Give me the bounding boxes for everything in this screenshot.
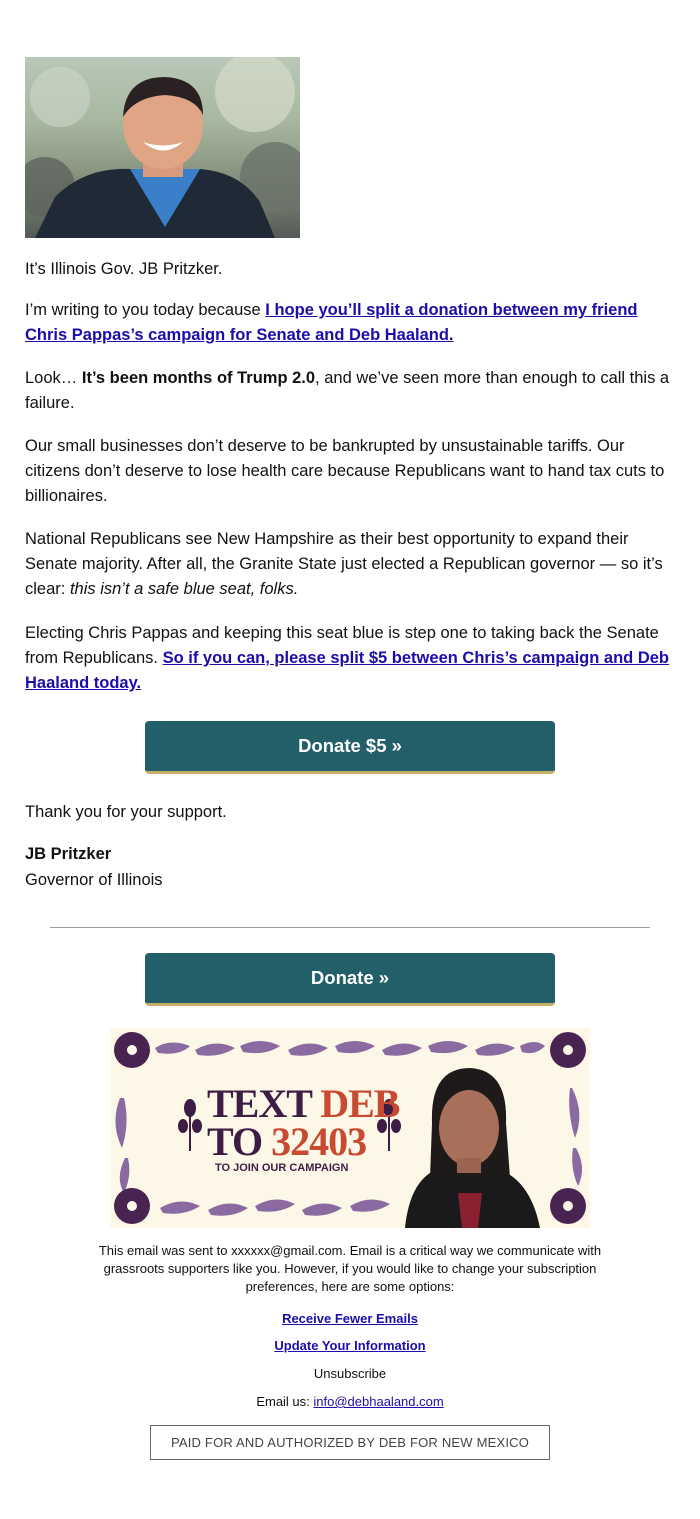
- paragraph-4: Our small businesses don’t deserve to be bankrupted by unsustainable tariffs. Our citizens don’t deserve to lose health care because Republicans want to hand tax cuts to billionaires.: [25, 437, 665, 505]
- footer-update-info: [0, 1338, 700, 1353]
- footer-notice: This email was sent to xxxxxx@gmail.com. Email is a critical way we communicate with grassroots supporters like you. However, if you would like to change your subscription preferences, here are some options:: [98, 1243, 602, 1294]
- paragraph-5-italic: this isn’t a safe blue seat, folks.: [69, 580, 299, 598]
- donate-button[interactable]: Donate »: [145, 953, 555, 1006]
- paragraph-5-text: National Republicans see New Hampshire as their best opportunity to expand their Senate majority. After all, the Granite State just elected a Republican governor — so it’s clear:: [25, 530, 663, 598]
- paid-for-disclaimer: PAID FOR AND AUTHORIZED BY DEB FOR NEW MEXICO: [150, 1425, 550, 1460]
- unsubscribe-text[interactable]: Unsubscribe: [313, 1366, 387, 1381]
- paragraph-6-text: Electing Chris Pappas and keeping this seat blue is step one to taking back the Senate from Republicans.: [25, 624, 659, 667]
- intro-text: It’s Illinois Gov. JB Pritzker.: [25, 260, 223, 278]
- text-deb-banner[interactable]: [110, 1028, 590, 1228]
- banner-to-label: TO: [207, 1119, 272, 1164]
- update-information-link[interactable]: Update Your Information: [274, 1338, 426, 1353]
- paragraph-5: [25, 527, 680, 602]
- paragraph-3: [25, 366, 680, 416]
- banner-text-label: TEXT: [207, 1081, 321, 1126]
- paragraph-3-lead: Look…: [25, 369, 82, 387]
- portrait-illustration: [25, 57, 300, 238]
- banner-text-name: DEB: [320, 1081, 400, 1126]
- paragraph-3-tail: , and we’ve seen more than enough to call this a failure.: [25, 369, 670, 412]
- banner-text-line2: [207, 1119, 367, 1164]
- email-us-line: [0, 1394, 700, 1409]
- donate-5-button[interactable]: Donate $5 »: [145, 721, 555, 774]
- split-five-dollar-link[interactable]: So if you can, please split $5 between Chris’s campaign and Deb Haaland today.: [25, 649, 670, 692]
- signature-name: JB Pritzker: [25, 845, 112, 863]
- paragraph-2: [25, 298, 680, 348]
- pritzker-photo: [25, 57, 300, 238]
- thanks-text: Thank you for your support.: [25, 803, 227, 821]
- split-donation-link[interactable]: I hope you’ll split a donation between my friend Chris Pappas’s campaign for Senate and Deb Haaland.: [25, 301, 638, 344]
- banner-text-line1: [207, 1081, 400, 1126]
- banner-shortcode: 32403: [271, 1119, 367, 1164]
- paragraph-6: [25, 621, 680, 696]
- footer-fewer-emails: [0, 1311, 700, 1326]
- email-us-label: Email us:: [256, 1394, 314, 1409]
- receive-fewer-emails-link[interactable]: Receive Fewer Emails: [282, 1311, 418, 1326]
- signature-title: Governor of Illinois: [25, 871, 163, 889]
- paragraph-3-bold: It’s been months of Trump 2.0: [81, 369, 316, 387]
- email-us-link[interactable]: info@debhaaland.com: [313, 1394, 444, 1409]
- divider: [50, 927, 650, 928]
- banner-subtitle: TO JOIN OUR CAMPAIGN: [215, 1162, 349, 1174]
- paragraph-2-text: I’m writing to you today because: [25, 301, 266, 319]
